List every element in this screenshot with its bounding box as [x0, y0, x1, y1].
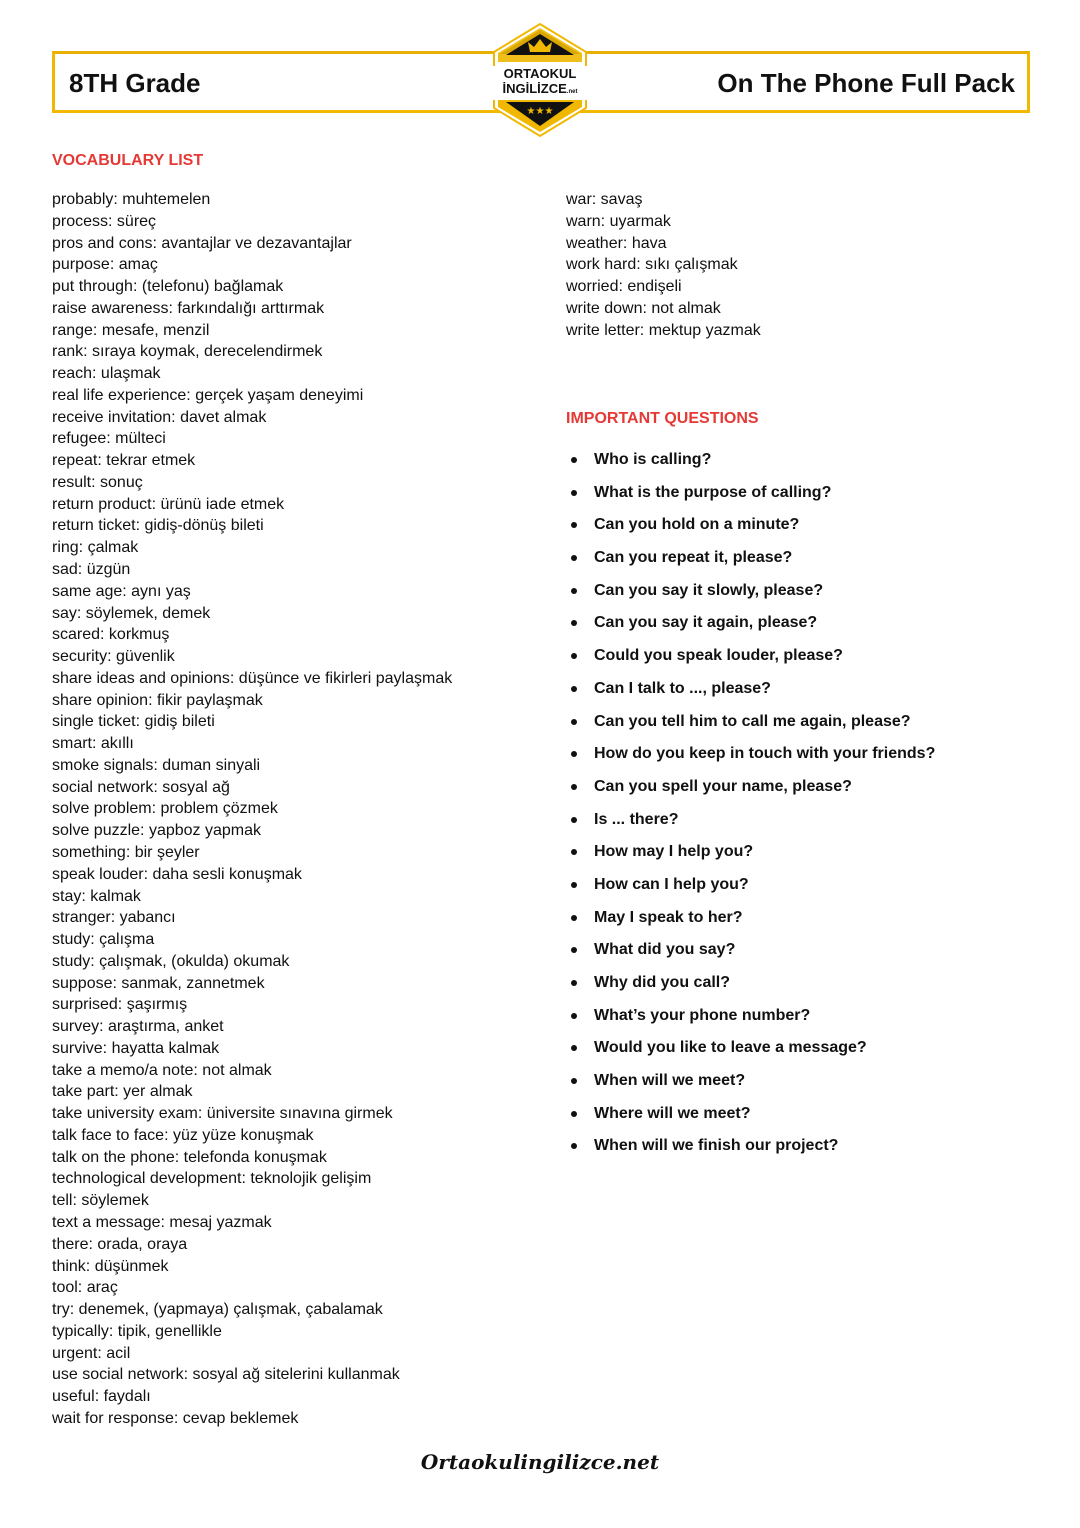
question-item: When will we finish our project? [566, 1133, 935, 1166]
vocabulary-list-right [566, 189, 761, 341]
vocabulary-item: share ideas and opinions: düşünce ve fikirleri paylaşmak [52, 669, 453, 687]
vocabulary-item: return product: ürünü iade etmek [52, 495, 285, 513]
vocabulary-item: write down: not almak [566, 299, 721, 317]
question-item: What is the purpose of calling? [566, 480, 935, 513]
vocabulary-item: reach: ulaşmak [52, 365, 161, 383]
vocabulary-item: single ticket: gidiş bileti [52, 713, 215, 731]
question-item: Could you speak louder, please? [566, 643, 935, 676]
vocabulary-item: take university exam: üniversite sınavına girmek [52, 1105, 393, 1123]
question-item: Can you tell him to call me again, please? [566, 709, 935, 742]
vocabulary-item: social network: sosyal ağ [52, 778, 230, 796]
question-item: Can you repeat it, please? [566, 545, 935, 578]
vocabulary-item: stranger: yabancı [52, 909, 176, 927]
vocabulary-item: war: savaş [566, 191, 643, 208]
vocabulary-item: typically: tipik, genellikle [52, 1322, 222, 1340]
vocabulary-item: put through: (telefonu) bağlamak [52, 278, 284, 296]
question-item: What’s your phone number? [566, 1003, 935, 1036]
vocabulary-item: wait for response: cevap beklemek [52, 1409, 299, 1427]
vocabulary-item: think: düşünmek [52, 1257, 169, 1275]
vocabulary-item: take a memo/a note: not almak [52, 1061, 272, 1079]
vocabulary-item: refugee: mülteci [52, 430, 166, 448]
question-item: How may I help you? [566, 839, 935, 872]
question-item: Who is calling? [566, 447, 935, 480]
question-item: Why did you call? [566, 970, 935, 1003]
vocabulary-item: return ticket: gidiş-dönüş bileti [52, 517, 264, 535]
vocabulary-item: try: denemek, (yapmaya) çalışmak, çabalamak [52, 1301, 383, 1319]
vocabulary-item: survive: hayatta kalmak [52, 1039, 220, 1057]
vocabulary-item: use social network: sosyal ağ sitelerini kullanmak [52, 1366, 400, 1384]
vocabulary-item: suppose: sanmak, zannetmek [52, 974, 265, 992]
question-item: What did you say? [566, 937, 935, 970]
vocabulary-item: useful: faydalı [52, 1388, 151, 1406]
pack-title: On The Phone Full Pack [717, 68, 1015, 98]
vocabulary-item: worried: endişeli [566, 278, 682, 296]
vocabulary-item: take part: yer almak [52, 1083, 193, 1101]
vocabulary-item: talk on the phone: telefonda konuşmak [52, 1148, 327, 1166]
vocabulary-item: probably: muhtemelen [52, 191, 211, 208]
vocabulary-item: speak louder: daha sesli konuşmak [52, 865, 302, 883]
question-item: How do you keep in touch with your friends? [566, 741, 935, 774]
vocabulary-item: study: çalışmak, (okulda) okumak [52, 952, 290, 970]
question-item: Can you say it slowly, please? [566, 578, 935, 611]
vocabulary-item: smoke signals: duman sinyali [52, 756, 261, 774]
question-item: May I speak to her? [566, 905, 935, 938]
vocabulary-list-left [52, 189, 452, 1430]
vocabulary-item: security: güvenlik [52, 648, 175, 666]
vocabulary-item: process: süreç [52, 212, 157, 230]
vocabulary-item: write letter: mektup yazmak [566, 321, 761, 339]
vocabulary-item: survey: araştırma, anket [52, 1018, 224, 1036]
vocabulary-item: stay: kalmak [52, 887, 141, 905]
vocabulary-item: rank: sıraya koymak, derecelendirmek [52, 343, 323, 361]
vocabulary-item: repeat: tekrar etmek [52, 452, 196, 470]
vocabulary-item: solve puzzle: yapboz yapmak [52, 822, 261, 840]
vocabulary-item: weather: hava [566, 234, 667, 252]
vocabulary-item: surprised: şaşırmış [52, 996, 188, 1014]
vocabulary-heading: VOCABULARY LIST [52, 152, 204, 169]
vocabulary-item: talk face to face: yüz yüze konuşmak [52, 1126, 314, 1144]
question-item: Is ... there? [566, 807, 935, 840]
question-item: When will we meet? [566, 1068, 935, 1101]
vocabulary-item: raise awareness: farkındalığı arttırmak [52, 299, 325, 317]
question-item: Where will we meet? [566, 1101, 935, 1134]
vocabulary-item: technological development: teknolojik gelişim [52, 1170, 372, 1188]
vocabulary-item: real life experience: gerçek yaşam deneyimi [52, 386, 364, 404]
vocabulary-item: study: çalışma [52, 931, 155, 949]
grade-title: 8TH Grade [69, 68, 201, 98]
vocabulary-item: say: söylemek, demek [52, 604, 211, 622]
vocabulary-item: sad: üzgün [52, 561, 131, 579]
vocabulary-item: result: sonuç [52, 473, 143, 491]
vocabulary-item: tell: söylemek [52, 1192, 149, 1210]
question-item: Can you hold on a minute? [566, 512, 935, 545]
vocabulary-item: urgent: acil [52, 1344, 131, 1362]
vocabulary-item: smart: akıllı [52, 735, 134, 753]
vocabulary-item: range: mesafe, menzil [52, 321, 210, 339]
vocabulary-item: text a message: mesaj yazmak [52, 1213, 272, 1231]
vocabulary-item: purpose: amaç [52, 256, 158, 274]
vocabulary-item: there: orada, oraya [52, 1235, 188, 1253]
vocabulary-item: scared: korkmuş [52, 626, 170, 644]
vocabulary-item: share opinion: fikir paylaşmak [52, 691, 263, 709]
logo-line-2: İNGİLİZCE.net [502, 81, 578, 96]
questions-heading: IMPORTANT QUESTIONS [566, 410, 759, 427]
questions-list [566, 447, 935, 1166]
vocabulary-item: work hard: sıkı çalışmak [566, 256, 738, 274]
vocabulary-item: something: bir şeyler [52, 843, 200, 861]
question-item: How can I help you? [566, 872, 935, 905]
question-item: Can you spell your name, please? [566, 774, 935, 807]
svg-text:★★★: ★★★ [526, 106, 554, 117]
question-item: Can I talk to ..., please? [566, 676, 935, 709]
question-item: Can you say it again, please? [566, 610, 935, 643]
question-item: Would you like to leave a message? [566, 1035, 935, 1068]
vocabulary-item: tool: araç [52, 1279, 118, 1297]
vocabulary-item: solve problem: problem çözmek [52, 800, 278, 818]
vocabulary-item: same age: aynı yaş [52, 582, 191, 600]
vocabulary-item: pros and cons: avantajlar ve dezavantajlar [52, 234, 352, 252]
vocabulary-item: receive invitation: davet almak [52, 408, 267, 426]
site-logo [492, 22, 588, 138]
vocabulary-item: warn: uyarmak [566, 212, 671, 230]
footer-website: Ortaokulingilizce.net [420, 1450, 660, 1474]
vocabulary-item: ring: çalmak [52, 539, 139, 557]
logo-line-1: ORTAOKUL [503, 66, 577, 81]
